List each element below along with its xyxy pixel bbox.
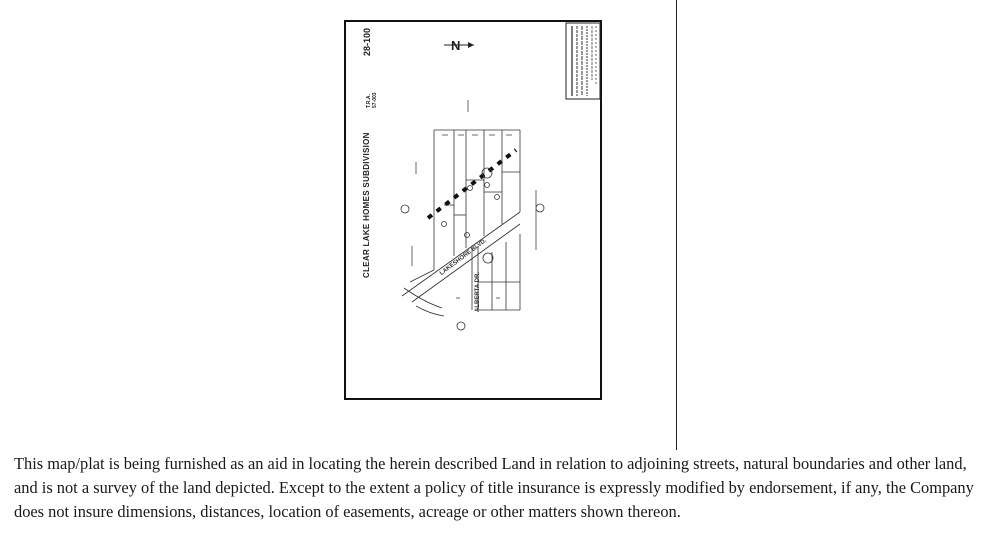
title-block [566, 23, 600, 99]
street-label-alberta: ALBERTA DR. [475, 272, 481, 312]
boundary-line [428, 150, 516, 218]
map-border [345, 21, 601, 399]
parcel-map-drawing [344, 20, 602, 400]
assessor-parcel-map [344, 20, 602, 400]
lower-left-road [404, 288, 444, 316]
subdivision-title: CLEAR LAKE HOMES SUBDIVISION [362, 132, 371, 278]
north-letter: N [451, 38, 461, 53]
vertical-divider [676, 0, 677, 450]
tra-label: T.R.A. 57-003 [366, 92, 378, 108]
book-page-number: 28-100 [362, 27, 372, 56]
street-label-lakeshore: LAKESHORE BLVD. [439, 237, 489, 277]
disclaimer-text: This map/plat is being furnished as an aid in locating the herein described Land in relation to adjoining streets, natural boundaries and other land, and is not a survey of the land depicted. Except to the extent a policy of title insurance is expressly modified by endorsement, if any, the Company does not insure dimensions, distances, location of easements, acreage or other matters shown thereon. [14, 454, 974, 521]
